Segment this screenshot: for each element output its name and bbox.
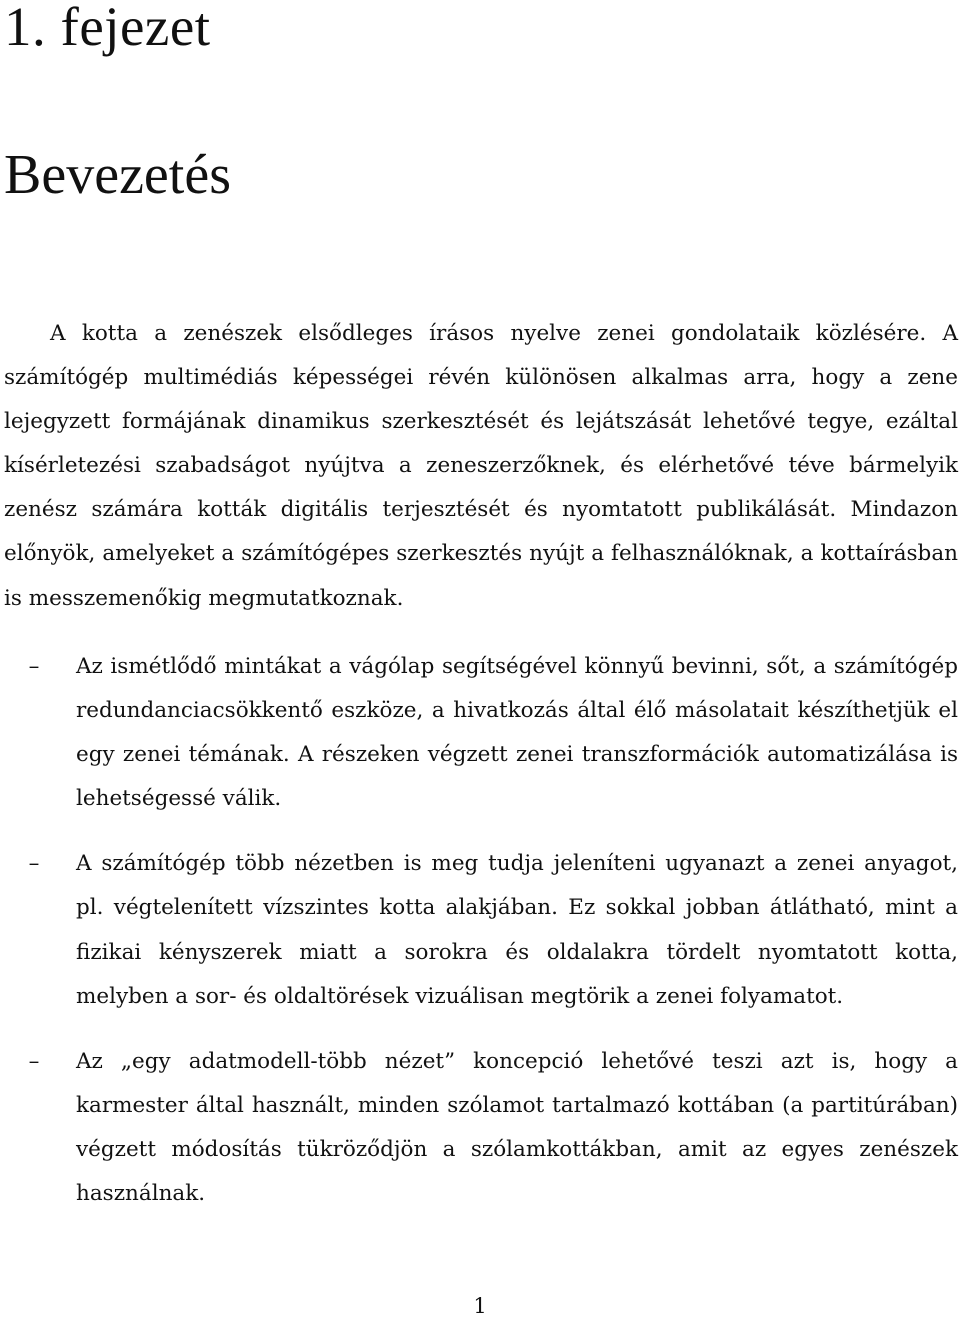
list-item <box>4 1040 958 1216</box>
chapter-title: Bevezetés <box>4 144 231 206</box>
intro-paragraph: A kotta a zenészek elsődleges írásos nyelve zenei gondolataik közlésére. A számítógép multimédiás képességei révén különösen alkalmas arra, hogy a zene lejegyzett formájának dinamikus szerkesztését és lejátszását lehetővé tegye, ezáltal kísérletezési szabadságot nyújtva a zeneszerzőknek, és elérhetővé téve bármelyik zenész számára kották digitális terjesztését és nyomtatott publikálását. Mindazon előnyök, amelyeket a számítógépes szerkesztés nyújt a felhasználóknak, a kottaírásban is messzemenőkig megmutatkoznak. <box>4 321 958 611</box>
chapter-number: 1. fejezet <box>4 0 211 57</box>
advantages-list <box>4 645 958 1237</box>
list-item <box>4 842 958 1018</box>
page-number: 1 <box>473 1294 487 1318</box>
dash-bullet: – <box>28 654 40 679</box>
list-item-text: Az ismétlődő mintákat a vágólap segítségével könnyű bevinni, sőt, a számítógép redundanciacsökkentő eszköze, a hivatkozás által élő másolatait készíthetjük el egy zenei témának. A részeken végzett zenei transzformációk automatizálása is lehetségessé válik. <box>76 654 958 812</box>
list-item-text: A számítógép több nézetben is meg tudja jeleníteni ugyanazt a zenei anyagot, pl. végtelenített vízszintes kotta alakjában. Ez sokkal jobban átlátható, mint a fizikai kényszerek miatt a sorokra és oldalakra tördelt nyomtatott kotta, melyben a sor- és oldaltörések vizuálisan megtörik a zenei folyamatot. <box>76 851 958 1009</box>
dash-bullet: – <box>28 1048 40 1074</box>
list-item <box>4 645 958 821</box>
dash-bullet: – <box>28 851 40 877</box>
list-item-text: Az „egy adatmodell-több nézet” koncepció lehetővé teszi azt is, hogy a karmester által használt, minden szólamot tartalmazó kottában (a partitúrában) végzett módosítás tükröződjön a szólamkottákban, amit az egyes zenészek használnak. <box>76 1048 958 1207</box>
